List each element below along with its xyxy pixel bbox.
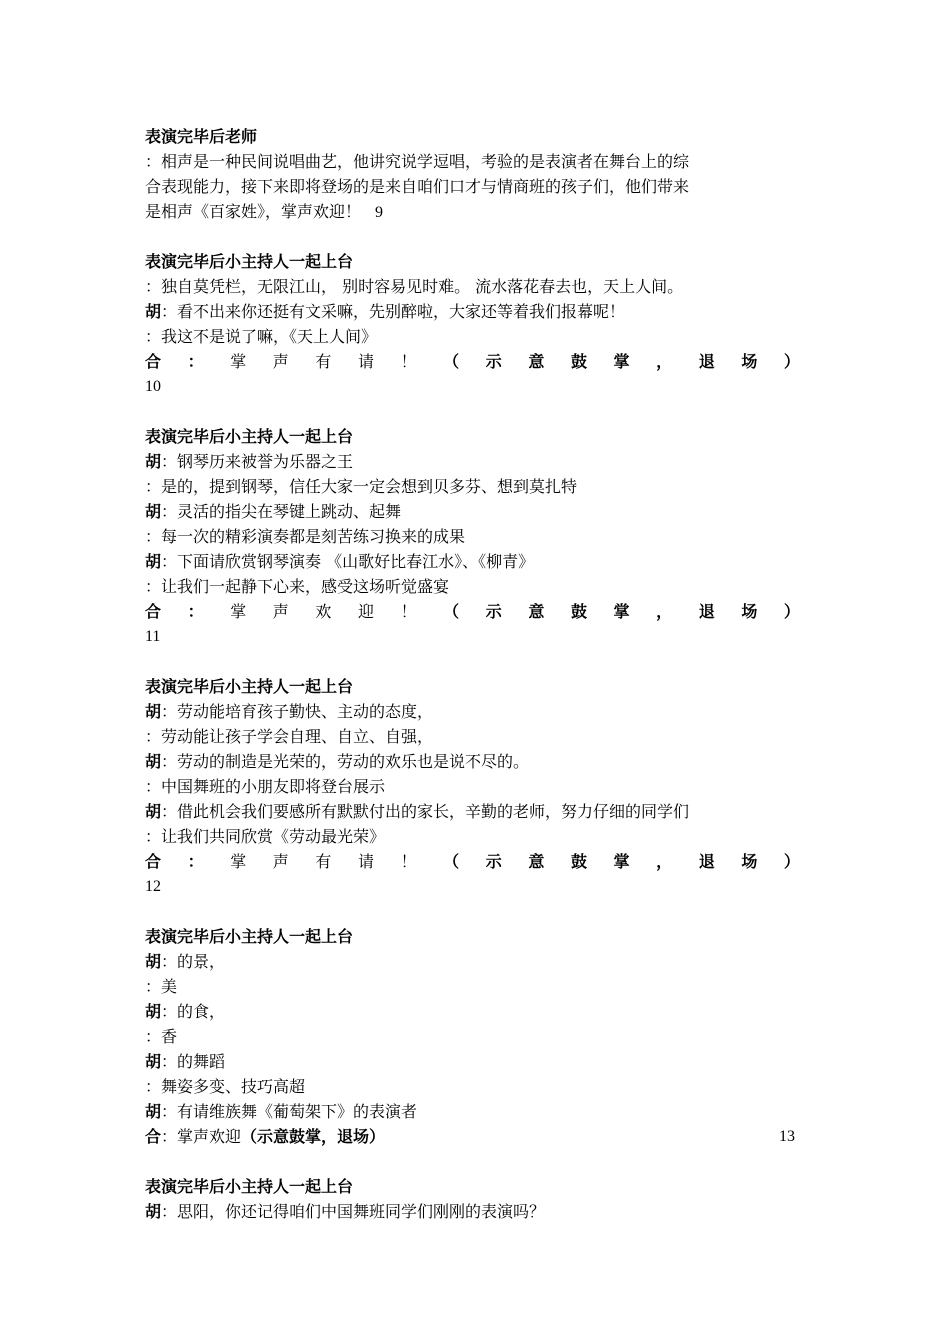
dialogue-line [145,1199,800,1224]
dialogue-text: ：每一次的精彩演奏都是刻苦练习换来的成果 [145,527,466,546]
closing-line [145,599,800,624]
section-heading: 表演完毕后小主持人一起上台 [145,677,354,696]
closing-char: 场 [741,602,758,621]
dialogue-line [145,324,800,349]
section-heading: 表演完毕后小主持人一起上台 [145,927,354,946]
text-line: 合表现能力，接下来即将登场的是来自咱们口才与情商班的孩子们，他们带来 [145,177,690,196]
dialogue-text: ：看不出来你还挺有文采嘛，先别醉啦，大家还等着我们报幕呢！ [161,302,626,321]
closing-char: （ [443,352,460,371]
section-heading: 表演完毕后小主持人一起上台 [145,1177,354,1196]
closing-char: 声 [272,852,289,871]
closing-char: 掌 [230,852,247,871]
closing-char: ： [187,352,204,371]
closing-char: 请 [357,852,374,871]
closing-char: （ [443,852,460,871]
dialogue-line [145,499,800,524]
closing-char: 合 [145,352,162,371]
dialogue-line [145,1074,800,1099]
closing-char: ） [783,602,800,621]
closing-char: 合 [145,602,162,621]
closing-line [145,349,800,374]
closing-char: 掌 [613,602,630,621]
speaker-label: 胡 [145,1002,162,1021]
section-10 [145,249,800,399]
dialogue-text: ：是的，提到钢琴，信任大家一定会想到贝多芬、想到莫扎特 [145,477,578,496]
closing-char: 退 [698,602,715,621]
dialogue-text: ：香 [145,1027,178,1046]
dialogue-line [145,824,800,849]
dialogue-text: ：思阳，你还记得咱们中国舞班同学们刚刚的表演吗？ [161,1202,546,1221]
closing-char: 示 [485,602,502,621]
text-line: 是相声《百家姓》，掌声欢迎！ [145,202,362,221]
closing-char: 意 [528,852,545,871]
closing-line [145,1124,795,1149]
section-number: 9 [375,204,384,221]
closing-char: ： [187,602,204,621]
closing-char: ） [783,852,800,871]
speaker-label: 胡 [145,702,162,721]
closing-char: 退 [698,352,715,371]
section-13 [145,924,800,1149]
dialogue-line [145,749,800,774]
closing-char: ， [656,852,673,871]
closing-char: ： [187,852,204,871]
closing-char: 意 [528,602,545,621]
dialogue-line [145,974,800,999]
closing-char: 迎 [357,602,374,621]
closing-char: （ [443,602,460,621]
closing-char: 意 [528,352,545,371]
speaker-label: 胡 [145,752,162,771]
section-14 [145,1174,800,1224]
dialogue-line [145,1049,800,1074]
section-heading: 表演完毕后小主持人一起上台 [145,252,354,271]
section-heading: 表演完毕后小主持人一起上台 [145,427,354,446]
section-heading: 表演完毕后老师 [145,127,258,146]
closing-char: ， [656,352,673,371]
closing-char: 声 [272,602,289,621]
dialogue-text: ：独自莫凭栏，无限江山， 别时容易见时难。 流水落花春去也，天上人间。 [145,277,684,296]
dialogue-line [145,949,800,974]
speaker-label: 胡 [145,1202,162,1221]
text-line: ：相声是一种民间说唱曲艺，他讲究说学逗唱，考验的是表演者在舞台上的综 [145,152,690,171]
dialogue-line [145,1099,800,1124]
section-number: 13 [779,1128,795,1145]
dialogue-line [145,299,800,324]
dialogue-line [145,474,800,499]
dialogue-text: ：的景， [161,952,226,971]
closing-char: 有 [315,852,332,871]
closing-char: 掌 [230,352,247,371]
dialogue-text: ：钢琴历来被誉为乐器之王 [161,452,354,471]
dialogue-text: ：让我们一起静下心来，感受这场听觉盛宴 [145,577,450,596]
dialogue-line [145,274,800,299]
closing-char: ！ [400,602,417,621]
section-11 [145,424,800,649]
dialogue-line [145,724,800,749]
closing-text [145,1124,385,1149]
dialogue-line [145,774,800,799]
dialogue-line [145,699,800,724]
closing-char: 场 [741,352,758,371]
section-9 [145,124,800,224]
dialogue-text: ：的舞蹈 [161,1052,226,1071]
dialogue-line [145,574,800,599]
speaker-label: 胡 [145,552,162,571]
dialogue-text: ：舞姿多变、技巧高超 [145,1077,306,1096]
speaker-label: 胡 [145,802,162,821]
closing-char: 示 [485,852,502,871]
document-page [145,124,800,1249]
closing-char: 掌 [613,352,630,371]
dialogue-line [145,799,800,824]
speaker-label: 胡 [145,302,162,321]
section-number: 10 [145,378,161,395]
dialogue-line [145,449,800,474]
closing-char: 掌 [230,602,247,621]
closing-char: 鼓 [570,852,587,871]
dialogue-line [145,549,800,574]
dialogue-text: ：下面请欣赏钢琴演奏 《山歌好比春江水》、《柳青》 [161,552,535,571]
speaker-label: 胡 [145,952,162,971]
dialogue-line [145,1024,800,1049]
closing-char: ， [656,602,673,621]
closing-line [145,849,800,874]
closing-char: 退 [698,852,715,871]
speaker-label: 胡 [145,1052,162,1071]
closing-char: ！ [400,352,417,371]
speaker-label: 胡 [145,1102,162,1121]
speaker-label: 合 [145,1127,162,1146]
dialogue-text: ：我这不是说了嘛，《天上人间》 [145,327,378,346]
dialogue-text: ：让我们共同欣赏《劳动最光荣》 [145,827,386,846]
dialogue-text: ：有请维族舞《葡萄架下》的表演者 [161,1102,418,1121]
speaker-label: 胡 [145,502,162,521]
closing-char: 请 [357,352,374,371]
dialogue-text: ：劳动的制造是光荣的，劳动的欢乐也是说不尽的。 [161,752,530,771]
dialogue-text: ：的食， [161,1002,226,1021]
dialogue-text: ：劳动能培育孩子勤快、主动的态度， [161,702,434,721]
closing-bold-tail: （示意鼓掌，退场） [241,1127,386,1146]
text-line-with-number [145,199,800,224]
closing-char: 鼓 [570,602,587,621]
dialogue-text: ：借此机会我们要感所有默默付出的家长，辛勤的老师，努力仔细的同学们 [161,802,690,821]
dialogue-text: ：美 [145,977,178,996]
closing-char: 合 [145,852,162,871]
closing-main: ：掌声欢迎 [161,1127,242,1146]
closing-char: 示 [485,352,502,371]
dialogue-text: ：中国舞班的小朋友即将登台展示 [145,777,386,796]
section-number: 12 [145,878,161,895]
closing-char: 有 [315,352,332,371]
closing-char: ） [783,352,800,371]
dialogue-text: ：劳动能让孩子学会自理、自立、自强， [145,727,434,746]
speaker-label: 胡 [145,452,162,471]
dialogue-line [145,524,800,549]
closing-char: 场 [741,852,758,871]
closing-char: 鼓 [570,352,587,371]
dialogue-text: ：灵活的指尖在琴键上跳动、起舞 [161,502,402,521]
dialogue-line [145,999,800,1024]
closing-char: 欢 [315,602,332,621]
closing-char: 声 [272,352,289,371]
closing-char: 掌 [613,852,630,871]
section-number: 11 [145,628,161,645]
section-12 [145,674,800,899]
closing-char: ！ [400,852,417,871]
